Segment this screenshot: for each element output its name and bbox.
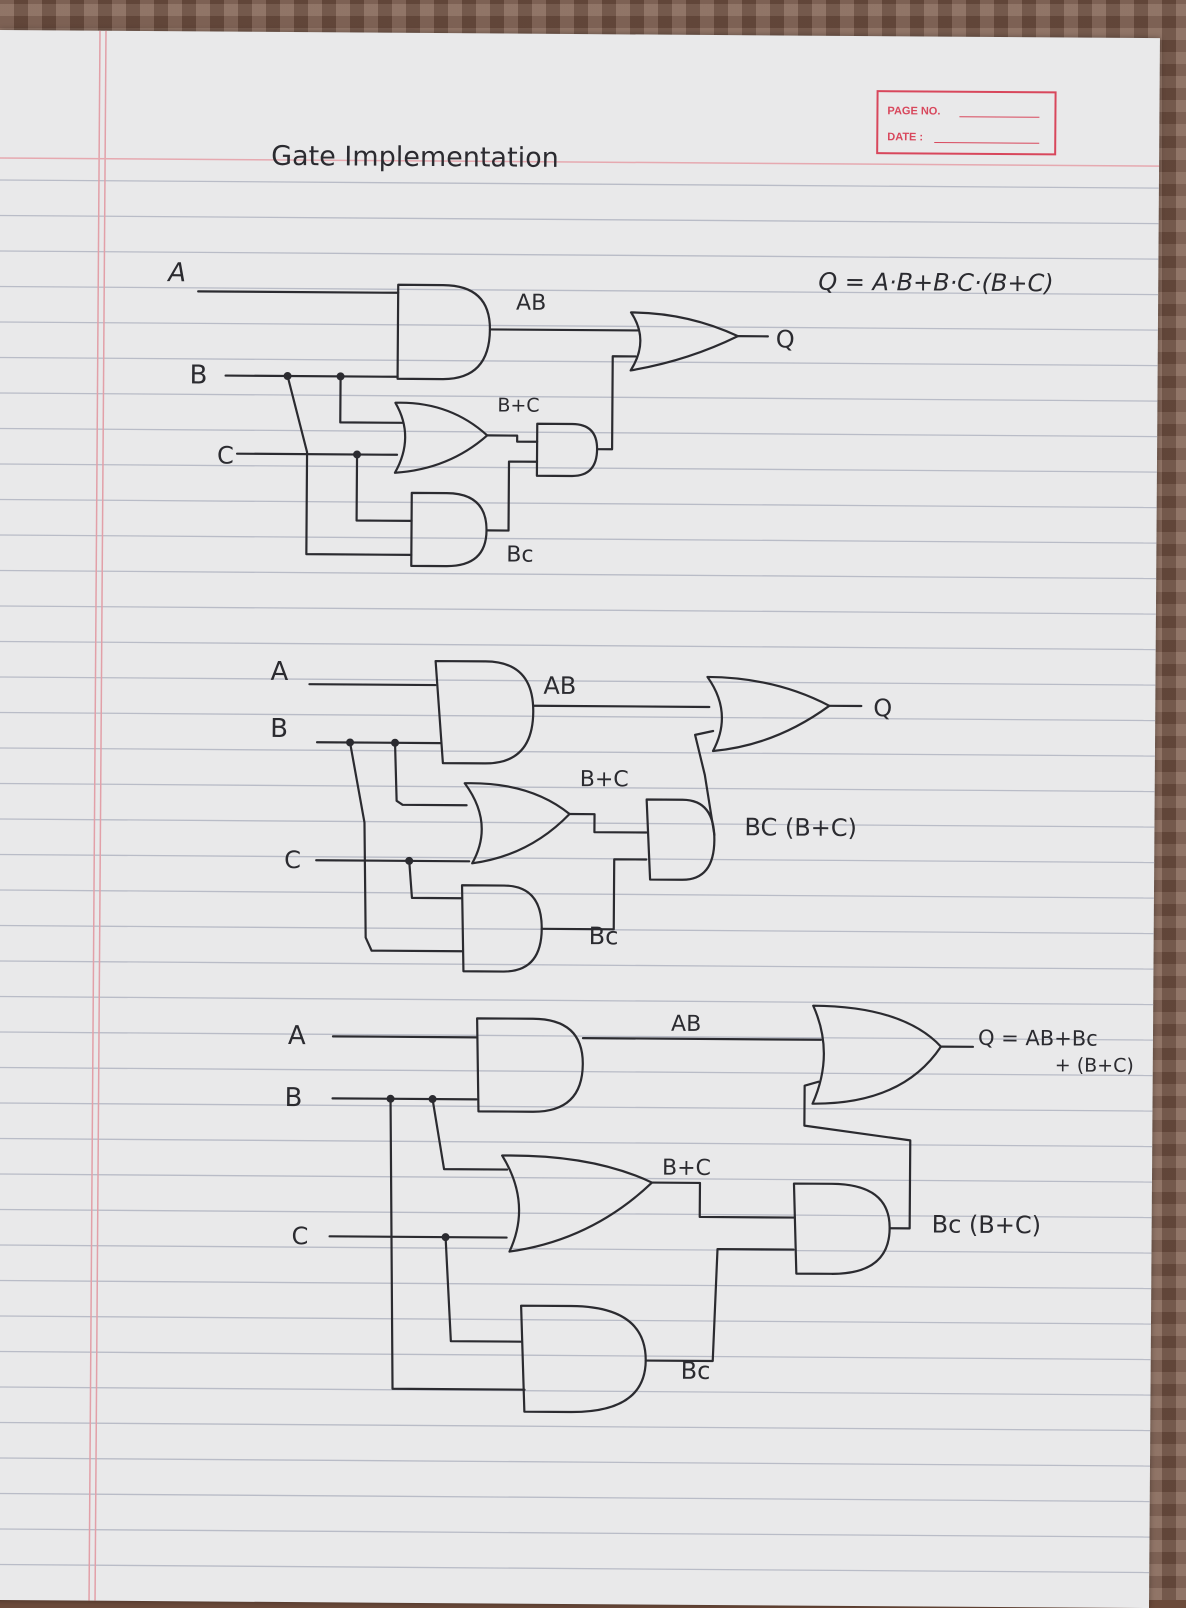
ruled-line <box>0 641 1156 649</box>
equation-circuit-1: Q = A·B+B·C·(B+C) <box>818 268 1054 298</box>
ruled-line <box>0 996 1153 1004</box>
or-gate-output-2 <box>707 677 830 752</box>
and-gate-mid-3 <box>793 1184 890 1275</box>
wire-bc-and-out-1 <box>487 461 537 530</box>
header-line <box>0 158 1159 166</box>
date-label: DATE : <box>887 131 923 143</box>
wire-bc-and-out-3 <box>646 1249 794 1362</box>
output-equation-line-1: Q = AB+Bc <box>978 1026 1098 1051</box>
label-b-plus-c-1: B+C <box>497 394 539 416</box>
ruled-line <box>0 890 1154 898</box>
input-label-a-1: A <box>166 258 186 288</box>
ruled-line <box>0 854 1154 862</box>
page-no-label: PAGE NO. <box>887 105 940 117</box>
and-gate-ab-2 <box>435 661 534 764</box>
and-gate-ab-1 <box>398 285 491 380</box>
ruled-line <box>0 1493 1150 1501</box>
ruled-line <box>0 819 1154 827</box>
wire-c-to-and-bc-3 <box>445 1237 522 1342</box>
wire-b-3 <box>333 1098 477 1099</box>
margin-line-left <box>89 31 100 1601</box>
ruled-line <box>0 464 1157 472</box>
input-label-c-1: C <box>217 442 234 470</box>
notebook-page <box>0 30 1160 1608</box>
label-b-plus-c-3: B+C <box>662 1156 711 1181</box>
or-gate-bc-3 <box>501 1155 652 1252</box>
page-title: Gate Implementation <box>271 141 559 174</box>
input-label-b-3: B <box>284 1083 302 1113</box>
ruled-line <box>0 215 1159 223</box>
wire-c-2 <box>316 860 469 861</box>
ruled-line <box>0 180 1159 188</box>
ruled-line <box>0 748 1155 756</box>
label-bc-times-b-plus-c-3: Bc (B+C) <box>932 1211 1042 1240</box>
input-label-a-3: A <box>288 1021 306 1051</box>
ruled-lines <box>0 180 1159 1573</box>
ruled-line <box>0 1280 1151 1288</box>
wire-mid-out-2 <box>694 731 715 835</box>
ruled-line <box>0 1245 1151 1253</box>
wire-ab-out-1 <box>490 329 638 330</box>
output-label-q-1: Q <box>776 325 795 353</box>
wire-bc-or-out-1 <box>487 435 537 441</box>
input-label-b-2: B <box>270 714 288 744</box>
ruled-line <box>0 499 1157 507</box>
input-label-a-2: A <box>270 657 288 687</box>
ruled-line <box>0 535 1156 543</box>
output-equation-line-2: + (B+C) <box>1055 1054 1134 1077</box>
ruled-line <box>0 1458 1150 1466</box>
ruled-line <box>0 1422 1150 1430</box>
ruled-line <box>0 1564 1149 1572</box>
margin-line-left-inner <box>95 31 106 1601</box>
and-gate-bc-1 <box>411 493 487 567</box>
page-no-stamp <box>877 91 1055 154</box>
label-bc-3: Bc <box>681 1357 711 1385</box>
page-drawing <box>0 30 1160 1608</box>
wire-b-to-or-1 <box>340 376 402 422</box>
ruled-line <box>0 1387 1150 1395</box>
or-gate-bc-2 <box>464 783 570 864</box>
ruled-line <box>0 1529 1150 1537</box>
and-gate-mid-2 <box>646 800 715 880</box>
wire-b-to-and-bc-2 <box>349 742 463 951</box>
ruled-line <box>0 1138 1152 1146</box>
wire-b-to-and-bc-1 <box>286 376 412 555</box>
ruled-line <box>0 1067 1153 1075</box>
ruled-line <box>0 783 1155 791</box>
input-label-c-3: C <box>291 1222 308 1250</box>
wire-b-to-or-2 <box>395 743 467 806</box>
wire-bc-or-out-3 <box>652 1183 794 1218</box>
ruled-line <box>0 322 1158 330</box>
circuit-3 <box>328 1002 973 1414</box>
wire-a-2 <box>309 684 435 685</box>
wire-b-to-or-3 <box>432 1099 507 1170</box>
ruled-line <box>0 428 1157 436</box>
ruled-line <box>0 1103 1152 1111</box>
ruled-line <box>0 1316 1151 1324</box>
label-ab-2: AB <box>543 672 576 700</box>
ruled-line <box>0 712 1155 720</box>
label-ab-3: AB <box>671 1012 701 1037</box>
ruled-line <box>0 1174 1152 1182</box>
input-label-c-2: C <box>284 846 301 874</box>
ruled-line <box>0 393 1157 401</box>
ruled-line <box>0 1351 1151 1359</box>
ruled-line <box>0 357 1158 365</box>
and-gate-bc-3 <box>520 1306 646 1413</box>
ruled-line <box>0 606 1156 614</box>
wire-b-2 <box>317 742 440 743</box>
wire-c-to-and-bc-1 <box>357 455 412 521</box>
or-gate-output-3 <box>813 1006 942 1105</box>
label-b-plus-c-2: B+C <box>580 767 629 792</box>
output-label-q-2: Q <box>873 694 892 722</box>
label-bc-times-b-plus-c-2: BC (B+C) <box>744 813 857 842</box>
wire-ab-out-3 <box>583 1038 821 1040</box>
label-ab-1: AB <box>516 291 546 316</box>
ruled-line <box>0 961 1153 969</box>
wire-b-1 <box>226 376 398 377</box>
ruled-line <box>0 570 1156 578</box>
label-bc-1: Bc <box>506 543 533 568</box>
wire-a-3 <box>333 1036 477 1037</box>
wire-c-1 <box>237 454 397 455</box>
wire-c-3 <box>330 1236 507 1237</box>
ruled-line <box>0 677 1155 685</box>
wire-a-1 <box>198 291 398 292</box>
label-bc-2: Bc <box>589 922 619 950</box>
or-gate-bc-1 <box>395 403 487 474</box>
input-label-b-1: B <box>189 360 207 390</box>
wire-ab-out-2 <box>533 706 709 707</box>
and-gate-ab-3 <box>476 1018 583 1112</box>
